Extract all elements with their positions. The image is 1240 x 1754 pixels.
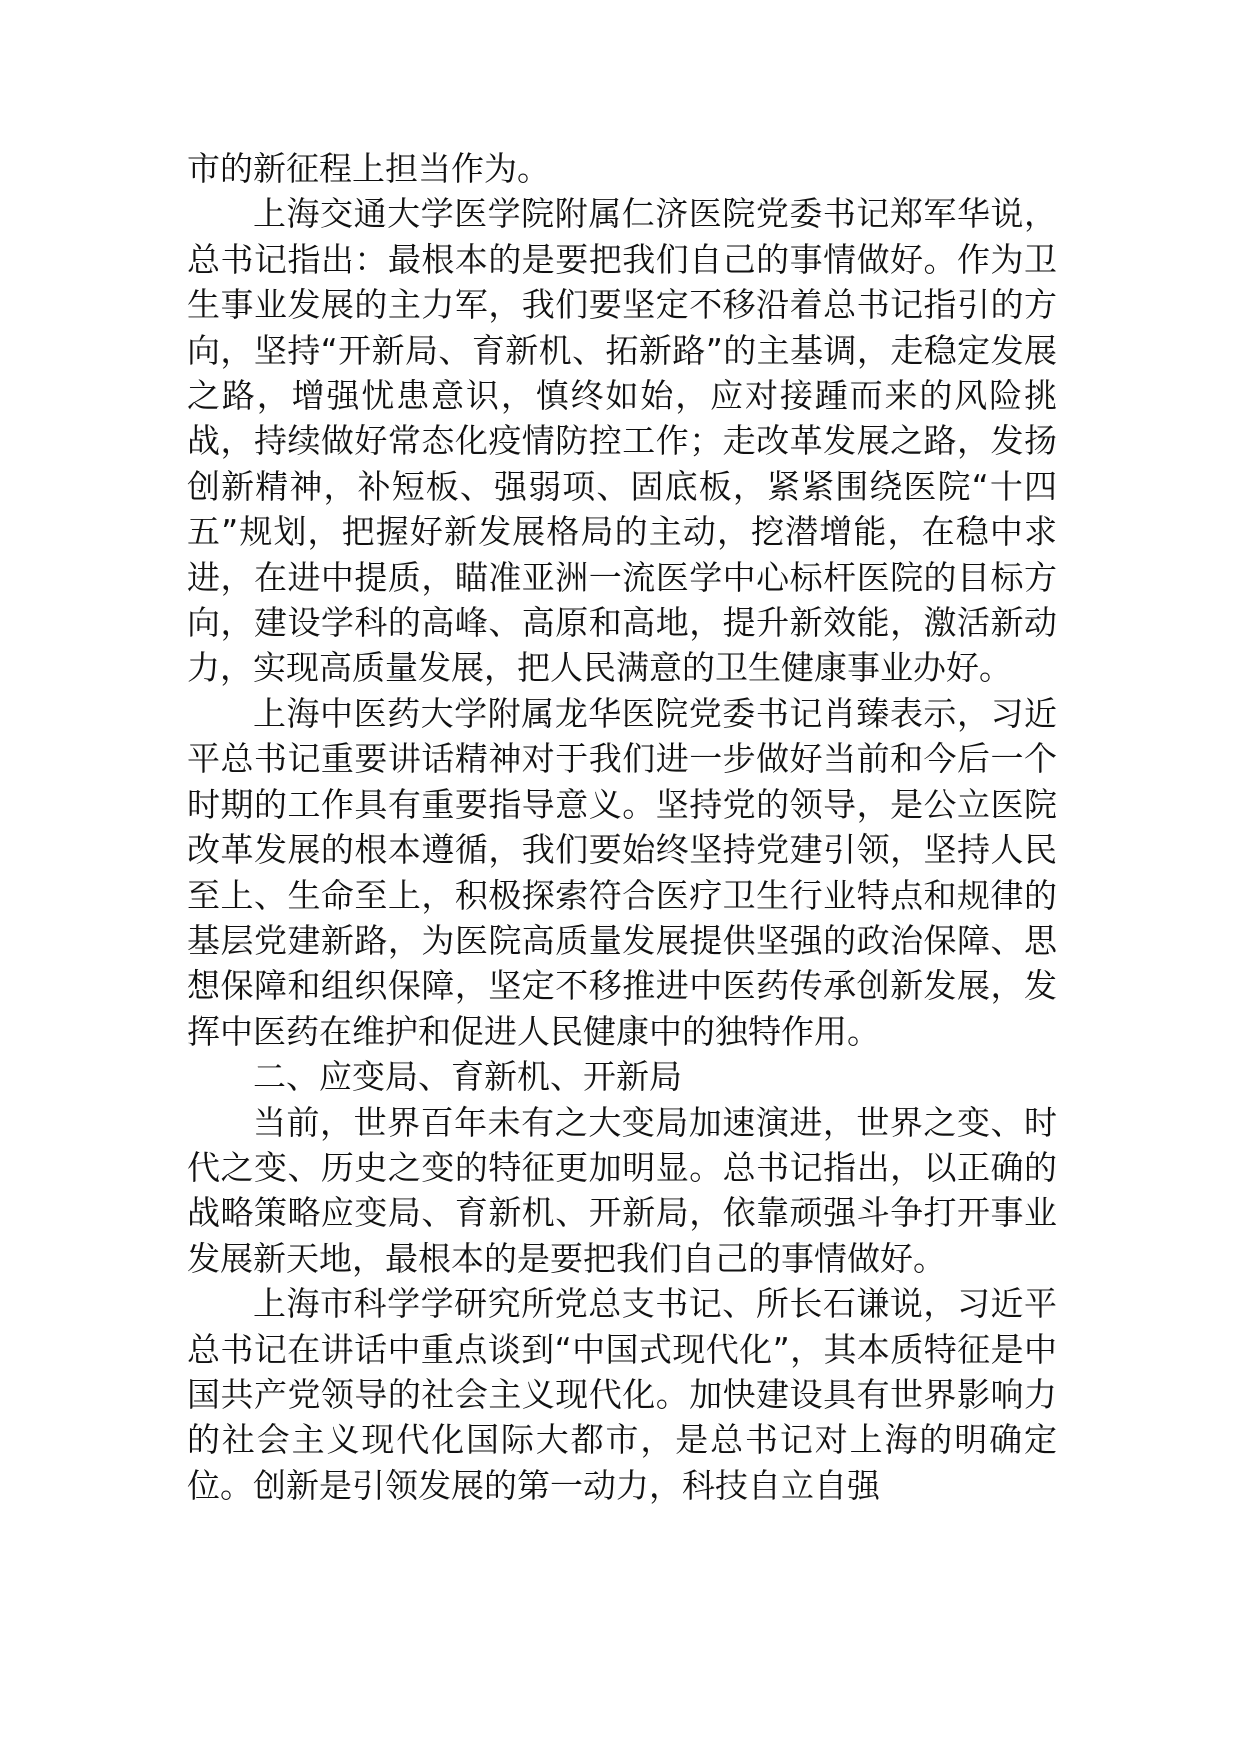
paragraph-current-situation: 当前，世界百年未有之大变局加速演进，世界之变、时代之变、历史之变的特征更加明显。总书记指出，以正确的战略策略应变局、育新机、开新局，依靠顽强斗争打开事业发展新天地，最根本的是要把我们自己的事情做好。 xyxy=(187,1102,1057,1278)
section-heading: 二、应变局、育新机、开新局 xyxy=(253,1057,682,1097)
paragraph-continuation: 市的新征程上担当作为。 xyxy=(187,149,550,188)
paragraph-longhua-hospital: 上海中医药大学附属龙华医院党委书记肖臻表示，习近平总书记重要讲话精神对于我们进一步做好当前和今后一个时期的工作具有重要指导意义。坚持党的领导，是公立医院改革发展的根本遵循，我们要始终坚持党建引领，坚持人民至上、生命至上，积极探索符合医疗卫生行业特点和规律的基层党建新路，为医院高质量发展提供坚强的政治保障、思想保障和组织保障，坚定不移推进中医药传承创新发展，发挥中医药在维护和促进人民健康中的独特作用。 xyxy=(187,693,1057,1051)
document-body xyxy=(187,146,1057,1508)
paragraph-renji-hospital: 上海交通大学医学院附属仁济医院党委书记郑军华说，总书记指出：最根本的是要把我们自己的事情做好。作为卫生事业发展的主力军，我们要坚定不移沿着总书记指引的方向，坚持“开新局、育新机、拓新路”的主基调，走稳定发展之路，增强忧患意识，慎终如始，应对接踵而来的风险挑战，持续做好常态化疫情防控工作；走改革发展之路，发扬创新精神，补短板、强弱项、固底板，紧紧围绕医院“十四五”规划，把握好新发展格局的主动，挖潜增能，在稳中求进，在进中提质，瞄准亚洲一流医学中心标杆医院的目标方向，建设学科的高峰、高原和高地，提升新效能，激活新动力，实现高质量发展，把人民满意的卫生健康事业办好。 xyxy=(187,194,1057,688)
paragraph-science-institute: 上海市科学学研究所党总支书记、所长石谦说，习近平总书记在讲话中重点谈到“中国式现代化”，其本质特征是中国共产党领导的社会主义现代化。加快建设具有世界影响力的社会主义现代化国际大都市，是总书记对上海的明确定位。创新是引领发展的第一动力，科技自立自强 xyxy=(187,1284,1057,1505)
